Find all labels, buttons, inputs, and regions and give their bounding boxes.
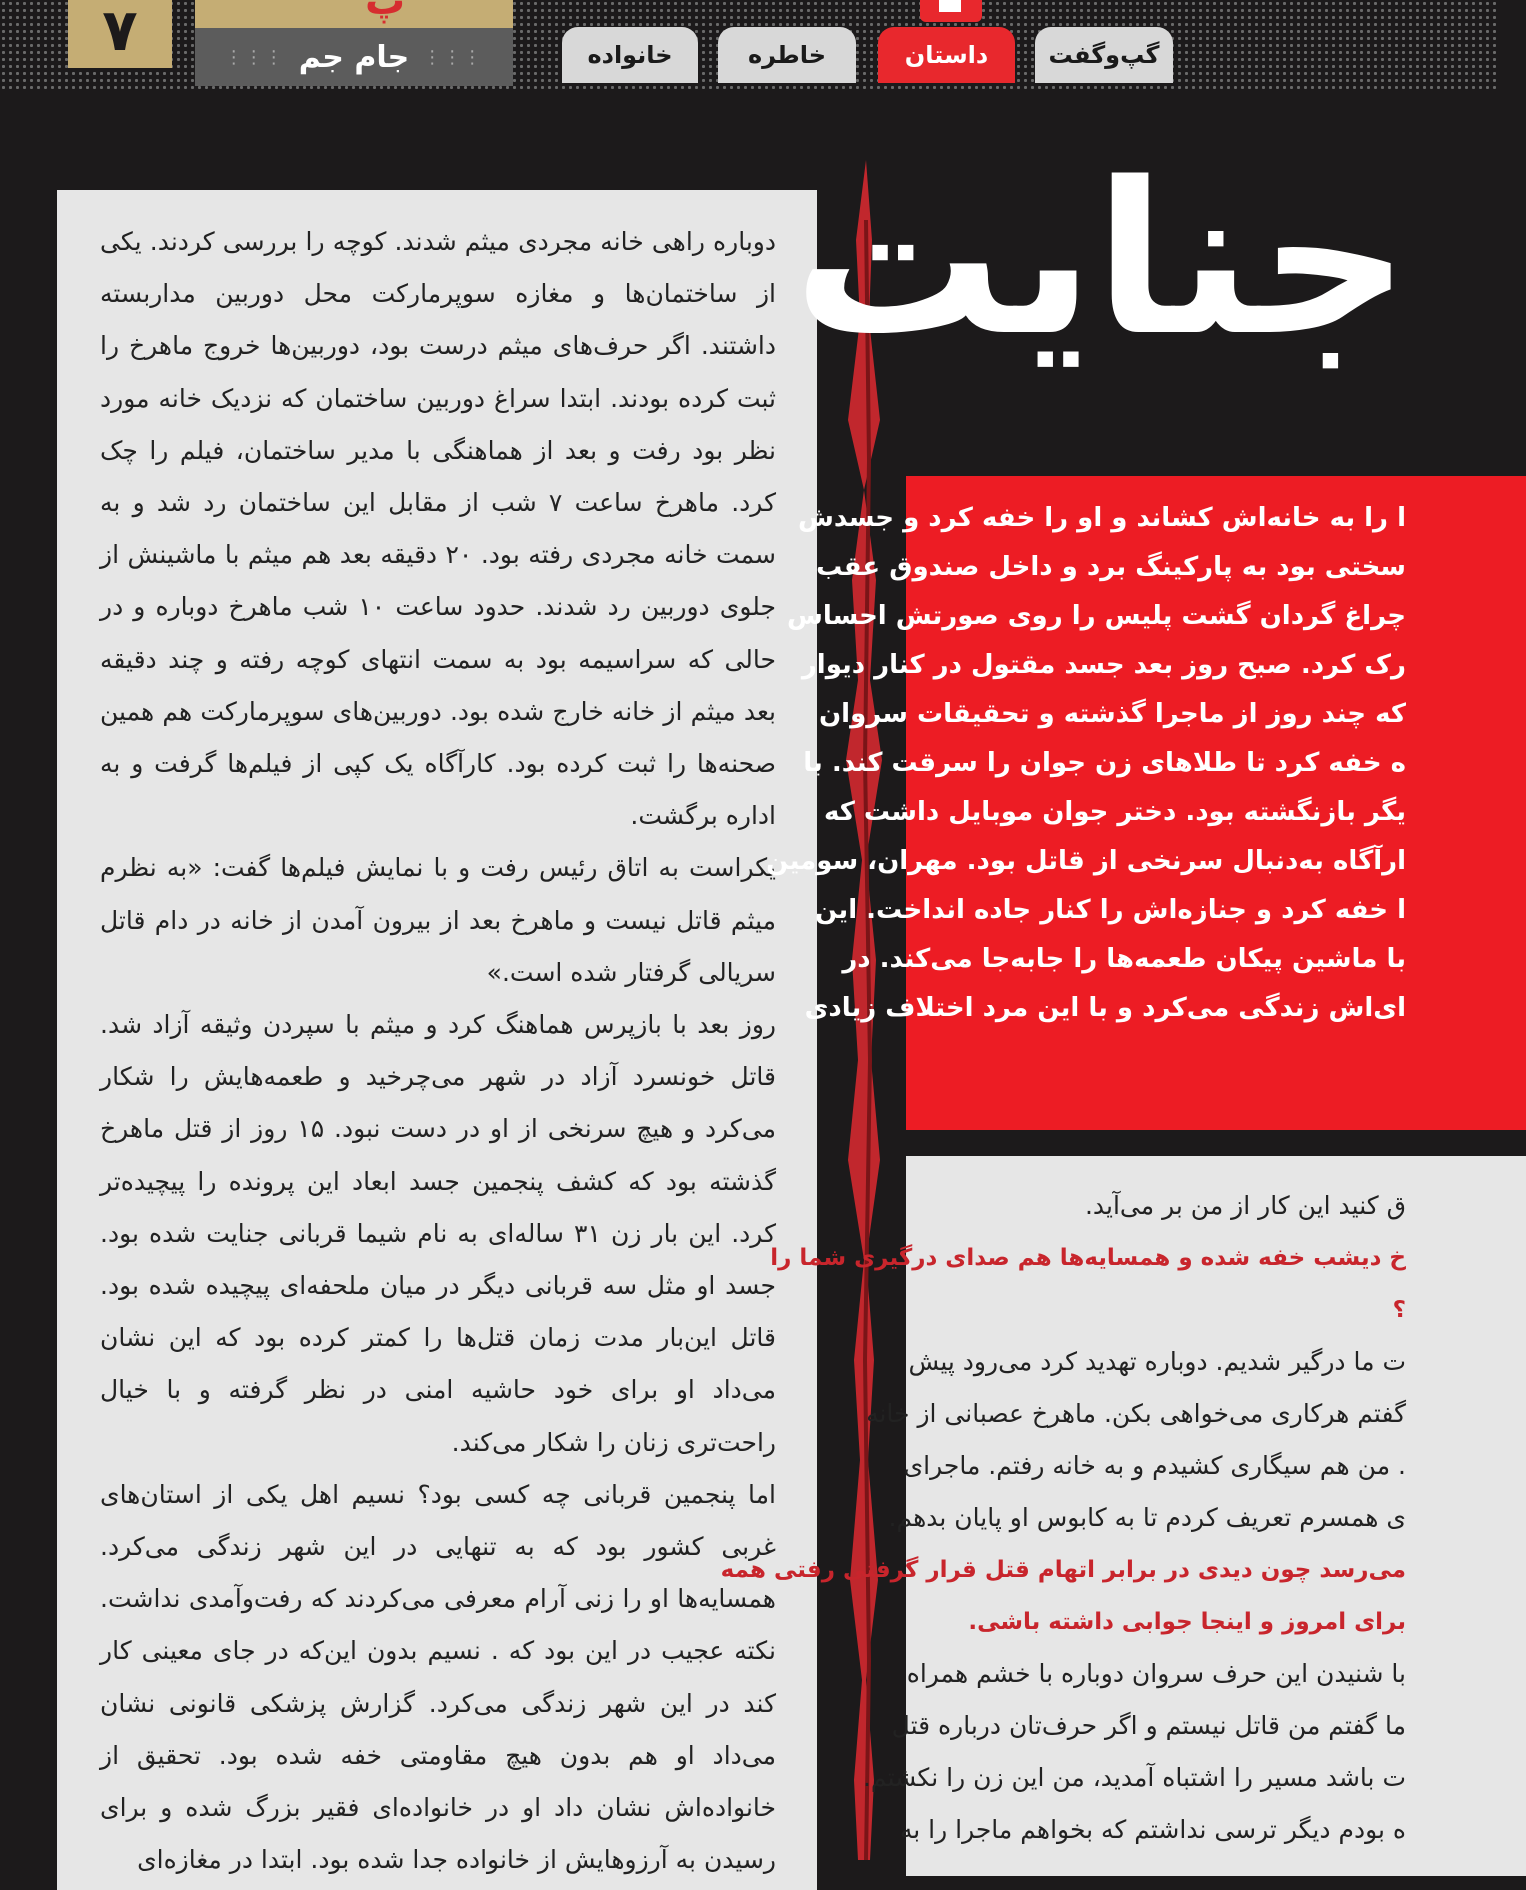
- lead-line: ا را به خانه‌اش کشاند و او را خفه کرد و جسدش: [797, 503, 1406, 533]
- page-number: ۷: [68, 0, 172, 68]
- lead-line: رک کرد. صبح روز بعد جسد مقتول در کنار دیوار: [801, 650, 1406, 680]
- interview-answer: با شنیدن این حرف سروان دوباره با خشم همراه: [906, 1659, 1406, 1688]
- grip-left-icon: ⋮⋮⋮: [224, 46, 285, 68]
- article-paragraph: یکراست به اتاق رئیس رفت و با نمایش فیلم‌ها گفت: «به نظرم میثم قاتل نیست و ماهرخ بعد از بیرون آمدن از خانه در دام قاتل سریالی گرفتار شده است.»: [100, 853, 776, 987]
- interview-column: [720, 1156, 1526, 1876]
- article-paragraph: اما پنجمین قربانی چه کسی بود؟ نسیم اهل یکی از استان‌های غربی کشور بود که به تنهایی در این شهر زندگی می‌کرد. همسایه‌ها او را زنی آرام معرفی می‌کردند که رفت‌وآمدی نداشت. نکته عجیب در این بود که . نسیم بدون این‌که در جای معینی کار کند در این شهر زندگی می‌کرد. گزارش پزشکی قانونی نشان می‌داد او هم بدون هیچ مقاومتی خفه شده بود. تحقیق از خانواده‌اش نشان داد او در خانواده‌ای فقیر بزرگ شده و برای رسیدن به آرزوهایش از خانواده جدا شده بود. ابتدا در مغازه‌ای: [100, 1479, 776, 1875]
- lead-line: سختی بود به پارکینگ برد و داخل صندوق عقب: [816, 552, 1406, 582]
- grip-right-icon: ⋮⋮⋮: [423, 46, 484, 68]
- interview-answer: ما گفتم من قاتل نیستم و اگر حرف‌تان درباره قتل: [891, 1711, 1406, 1740]
- publication-logo: [195, 28, 513, 86]
- tab-family[interactable]: خانواده: [562, 27, 698, 83]
- tab-story[interactable]: داستان: [878, 27, 1015, 83]
- interview-question: ؟: [1392, 1297, 1406, 1323]
- logo-text: جام جم: [298, 39, 410, 75]
- lead-red-box: [766, 476, 1526, 1130]
- interview-answer: ت باشد مسیر را اشتباه آمدید، من این زن را نکشتم.: [862, 1763, 1406, 1792]
- lead-line: با ماشین پیکان طعمه‌ها را جابه‌جا می‌کند. در: [842, 944, 1406, 974]
- article-paragraph: روز بعد با بازپرس هماهنگ کرد و میثم با سپردن وثیقه آزاد شد. قاتل خونسرد آزاد در شهر می‌چرخید و طعمه‌هایش را شکار می‌کرد و هیچ سرنخی از او در دست نبود. ۱۵ روز از قتل ماهرخ گذشته بود که کشف پنجمین جسد ابعاد این پرونده را پیچیده‌تر کرد. این بار زن ۳۱ ساله‌ای به نام شیما قربانی جنایت شده بود. جسد او مثل سه قربانی دیگر در میان ملحفه‌ای پیچیده شده بود. قاتل این‌بار مدت زمان قتل‌ها را کمتر کرده بود که این نشان می‌داد او برای خود حاشیه امنی در نظر گرفته و با خیال راحت‌تری زنان را شکار می‌کند.: [100, 1010, 777, 1457]
- section-title-glyph: پ: [365, 0, 406, 24]
- lead-line: ای‌اش زندگی می‌کرد و با این مرد اختلاف زیادی: [804, 993, 1406, 1023]
- lead-line: ه خفه کرد تا طلاهای زن جوان را سرقت کند. با: [803, 748, 1406, 778]
- lead-line: ارآگاه به‌دنبال سرنخی از قاتل بود. مهران، سومین: [766, 846, 1406, 876]
- interview-answer: ه بودم دیگر ترسی نداشتم که بخواهم ماجرا را به: [899, 1815, 1406, 1844]
- interview-question: برای امروز و اینجا جوابی داشته باشی.: [968, 1609, 1406, 1635]
- interview-answer: . من هم سیگاری کشیدم و به خانه رفتم. ماجرای: [903, 1451, 1406, 1480]
- interview-question: می‌رسد چون دیدی در برابر اتهام قتل قرار گرفتی رفتی همه: [720, 1557, 1406, 1583]
- interview-question: خ دیشب خفه شده و همسایه‌ها هم صدای درگیری شما را: [770, 1245, 1406, 1271]
- article-body: [100, 216, 776, 1887]
- interview-body: [686, 1180, 1406, 1856]
- active-tab-marker: [920, 0, 982, 22]
- section-title-strip: [195, 0, 513, 28]
- lead-line: چراغ گردان گشت پلیس را روی صورتش احساس: [786, 601, 1406, 631]
- interview-answer: گفتم هرکاری می‌خواهی بکن. ماهرخ عصبانی از خانه: [866, 1399, 1406, 1428]
- lead-line: ا خفه کرد و جنازه‌اش را کنار جاده انداخت. این: [815, 895, 1406, 925]
- tab-conversation[interactable]: گپ‌وگفت: [1035, 27, 1173, 83]
- interview-answer: ت ما درگیر شدیم. دوباره تهدید کرد می‌رود پیش: [908, 1347, 1406, 1376]
- interview-answer: ق کنید این کار از من بر می‌آید.: [1084, 1191, 1406, 1220]
- tab-memory[interactable]: خاطره: [718, 27, 856, 83]
- lead-line: که چند روز از ماجرا گذشته و تحقیقات سروان: [818, 699, 1406, 729]
- headline: [792, 110, 1520, 410]
- headline-text: جنایت: [792, 137, 1410, 382]
- lead-text: [706, 494, 1406, 1033]
- lead-line: یگر بازنگشته بود. دختر جوان موبایل داشت که: [823, 797, 1406, 827]
- interview-answer: ی همسرم تعریف کردم تا به کابوس او پایان بدهم.: [888, 1503, 1406, 1532]
- article-paragraph: دوباره راهی خانه مجردی میثم شدند. کوچه را بررسی کردند. یکی از ساختمان‌ها و مغازه سوپرمارکت محل دوربین مداربسته داشتند. اگر حرف‌های میثم درست بود، دوربین‌ها خروج ماهرخ را ثبت کرده بودند. ابتدا سراغ دوربین ساختمان که نزدیک خانه مورد نظر بود رفت و بعد از هماهنگی با مدیر ساختمان، فیلم را چک کرد. ماهرخ ساعت ۷ شب از مقابل این ساختمان رد شد و به سمت خانه مجردی رفته بود. ۲۰ دقیقه بعد هم میثم با ماشینش از جلوی دوربین رد شدند. حدود ساعت ۱۰ شب ماهرخ دوباره و در حالی که سراسیمه بود به سمت انتهای کوچه رفته و چند دقیقه بعد میثم از خانه خارج شده بود. دوربین‌های سوپرمارکت هم همین صحنه‌ها را ثبت کرده بود. کارآگاه یک کپی از فیلم‌ها گرفت و به اداره برگشت.: [100, 227, 776, 831]
